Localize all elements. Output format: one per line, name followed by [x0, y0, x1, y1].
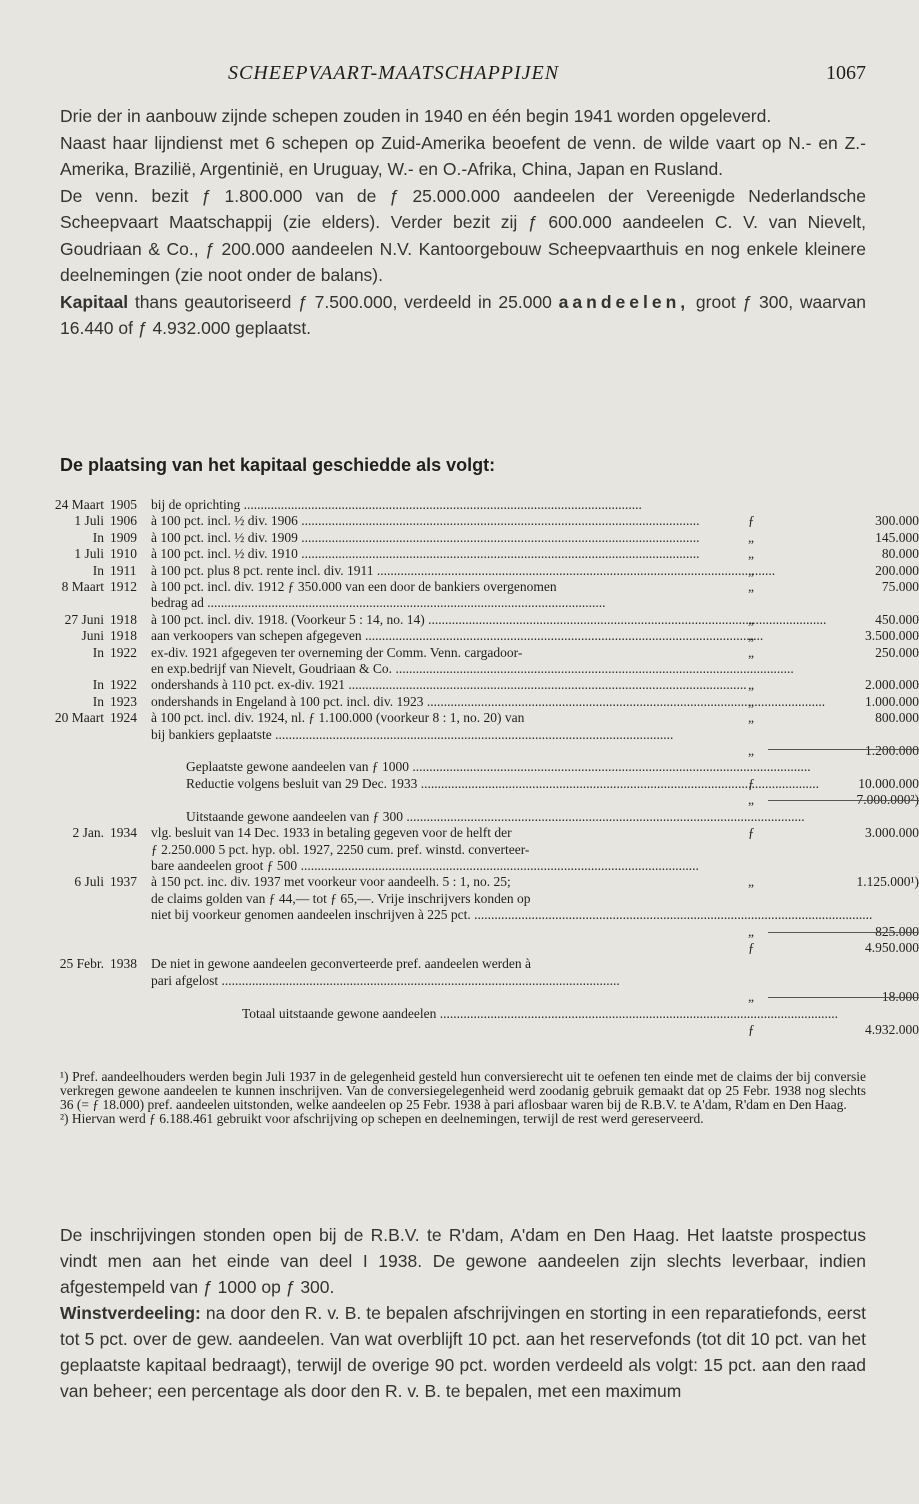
- row-amount: 75.000: [881, 579, 919, 595]
- table-row: [26, 645, 919, 661]
- footnote: ¹) Pref. aandeelhouders werden begin Juli 1937 in de gelegenheid gesteld hun conversierecht uit te oefenen ten einde met de claims der bij conversie verkregen gewone aandeelen te kunnen inschrijven. Van de conversiegelegenheid werd zoodanig gebruik gemaakt dat op 25 Febr. 1938 nog slechts 36 (= ƒ 18.000) pref. aandeelen uitstonden, welke aandeelen op 25 Febr. 1938 à pari aflosbaar waren bij de R.B.V. te A'dam, R'dam en Den Haag.: [60, 1069, 866, 1112]
- profit-text: na door den R. v. B. te bepalen afschrijvingen en storting in een reparatiefonds, eerst tot 5 pct. over de gew. aandeelen. Van wat overblijft 10 pct. aan het reservefonds (tot dit 10 pct. van het geplaatste kapitaal bedraagt), terwijl de overige 90 pct. worden verdeeld als volgt: 15 pct. aan den raad van beheer; een percentage als door den R. v. B. te bepalen, met een maximum: [60, 1303, 866, 1401]
- row-currency: ƒ: [748, 513, 755, 529]
- capital-spaced-word: aandeelen,: [558, 291, 690, 312]
- paragraph: Drie der in aanbouw zijnde schepen zouden in 1940 en één begin 1941 worden opgeleverd.: [60, 106, 772, 126]
- row-date: Juni: [81, 628, 104, 644]
- row-desc-cont: de claims golden van ƒ 44,— tot ƒ 65,—. Vrije inschrijvers konden op: [151, 890, 531, 906]
- row-desc: à 100 pct. plus 8 pct. rente incl. div. 1911 .....: [151, 563, 743, 579]
- row-desc-cont: bij bankiers geplaatste .....: [151, 727, 743, 743]
- row-currency: ƒ: [748, 939, 755, 955]
- row-year: 1905: [110, 497, 137, 512]
- row-amount: 4.950.000: [865, 939, 919, 955]
- footnote: ²) Hiervan werd ƒ 6.188.461 gebruikt voor afschrijving op schepen en deelnemingen, terwijl de rest werd gereserveerd.: [60, 1111, 704, 1126]
- sum-rule: [768, 749, 919, 750]
- section-heading: De plaatsing van het kapitaal geschiedde als volgt:: [60, 455, 496, 475]
- row-year: 1924: [110, 710, 137, 726]
- row-currency: „: [748, 546, 754, 562]
- row-date: In: [92, 677, 104, 693]
- table-row: [26, 874, 919, 890]
- row-year: 1912: [110, 579, 137, 595]
- row-date: 20 Maart: [54, 710, 104, 726]
- row-desc: ex-div. 1921 afgegeven ter overneming der Comm. Venn. cargadoor-: [151, 644, 523, 660]
- row-desc: aan verkoopers van schepen afgegeven .....: [151, 628, 743, 644]
- table-row: [26, 891, 919, 907]
- row-desc-cont: pari afgelost .....: [151, 973, 743, 989]
- row-desc-cont: en exp.bedrijf van Nievelt, Goudriaan & Co. .....: [151, 661, 743, 677]
- capital-label: Kapitaal: [60, 291, 129, 312]
- sum-rule: [768, 932, 919, 933]
- row-desc: bij de oprichting .....: [151, 497, 743, 513]
- row-currency: „: [748, 611, 754, 627]
- subtotal-row: [26, 775, 919, 808]
- row-amount: 450.000: [875, 611, 919, 627]
- page-number: 1067: [826, 62, 866, 84]
- profit-paragraph: [60, 1300, 866, 1404]
- row-date: 1 Juli: [74, 513, 104, 529]
- row-currency: „: [748, 874, 754, 890]
- paragraph: De inschrijvingen stonden open bij de R.B.V. te R'dam, A'dam en Den Haag. Het laatste prospectus vindt men aan het einde van deel I 1938. De gewone aandeelen zijn slechts leverbaar, indien afgestempeld van ƒ 1000 op ƒ 300.: [60, 1225, 866, 1297]
- sum-rule: [768, 997, 919, 998]
- row-currency: „: [748, 579, 754, 595]
- row-year: 1911: [110, 562, 137, 578]
- row-currency: „: [748, 562, 754, 578]
- row-desc-cont: niet bij voorkeur genomen aandeelen inschrijven à 225 pct. .....: [151, 907, 743, 923]
- row-currency: „: [748, 677, 754, 693]
- row-desc: Uitstaande gewone aandeelen van ƒ 300 .....: [186, 809, 743, 825]
- spacer: [26, 989, 919, 1005]
- row-currency: „: [748, 792, 754, 808]
- row-currency: „: [748, 923, 754, 939]
- row-desc: à 100 pct. incl. div. 1924, nl. ƒ 1.100.000 (voorkeur 8 : 1, no. 20) van: [151, 710, 525, 726]
- sum-rule: [768, 800, 919, 801]
- row-year: 1938: [110, 956, 137, 972]
- row-desc: Geplaatste gewone aandeelen van ƒ 1000 .....: [186, 759, 743, 775]
- row-desc: ondershands in Engeland à 100 pct. incl. div. 1923 .....: [151, 694, 743, 710]
- spacer: [26, 924, 919, 940]
- row-currency: ƒ: [748, 1021, 755, 1037]
- row-year: 1923: [110, 693, 137, 709]
- row-date: In: [92, 693, 104, 709]
- row-amount: 4.932.000: [865, 1021, 919, 1037]
- paragraph: Naast haar lijndienst met 6 schepen op Zuid-Amerika beoefent de venn. de wilde vaart op N.- en Z.-Amerika, Brazilië, Argentinië, en Uruguay, W.- en O.-Afrika, China, Japan en Rusland.: [60, 132, 866, 179]
- spacer: [26, 792, 919, 808]
- total-row: [26, 1005, 919, 1037]
- profit-label: Winstverdeeling:: [60, 1303, 201, 1323]
- capital-text: groot ƒ 300, waarvan 16.440 of ƒ 4.932.000 geplaatst.: [60, 291, 866, 338]
- row-amount: 250.000: [875, 644, 919, 660]
- row-desc: Reductie volgens besluit van 29 Dec. 1933 .....: [186, 776, 743, 792]
- row-year: 1937: [110, 874, 137, 890]
- row-currency: ƒ: [748, 775, 755, 791]
- row-amount: 80.000: [881, 546, 919, 562]
- table-row: [26, 956, 919, 972]
- table-row: [26, 726, 919, 759]
- row-desc: ondershands à 110 pct. ex-div. 1921 .....: [151, 677, 743, 693]
- row-desc: à 100 pct. incl. ½ div. 1910 .....: [151, 546, 743, 562]
- row-year: 1918: [110, 611, 137, 627]
- table-row: [26, 710, 919, 726]
- row-desc: à 100 pct. incl. ½ div. 1906 .....: [151, 513, 743, 529]
- row-desc-cont: bedrag ad .....: [151, 595, 743, 611]
- row-amount: 10.000.000: [858, 775, 919, 791]
- capital-text: thans geautoriseerd ƒ 7.500.000, verdeeld in 25.000: [128, 291, 559, 312]
- intro-text: [60, 103, 866, 342]
- running-header: [60, 62, 866, 88]
- row-currency: „: [748, 743, 754, 759]
- row-year: 1922: [110, 677, 137, 693]
- paragraph: De venn. bezit ƒ 1.800.000 van de ƒ 25.000.000 aandeelen der Vereenigde Nederlandsche Scheepvaart Maatschappij (zie elders). Verder bezit zij ƒ 600.000 aandeelen C. V. van Nievelt, Goudriaan & Co., ƒ 200.000 aandeelen N.V. Kantoorgebouw Scheepvaarthuis en nog enkele kleinere deelnemingen (zie noot onder de balans).: [60, 185, 866, 285]
- row-desc: vlg. besluit van 14 Dec. 1933 in betaling gegeven voor de helft der: [151, 825, 512, 841]
- header-title: SCHEEPVAART-MAATSCHAPPIJEN: [228, 62, 560, 84]
- row-desc: à 100 pct. incl. div. 1918. (Voorkeur 5 : 14, no. 14) .....: [151, 612, 743, 628]
- row-desc: De niet in gewone aandeelen geconverteerde pref. aandeelen werden à: [151, 956, 532, 972]
- row-date: In: [92, 562, 104, 578]
- row-amount: 3.000.000: [865, 825, 919, 841]
- row-amount: 2.000.000: [865, 677, 919, 693]
- row-amount: 145.000: [875, 529, 919, 545]
- row-amount: 18.000: [881, 989, 919, 1005]
- row-date: In: [92, 529, 104, 545]
- closing-text: [60, 1222, 866, 1404]
- row-date: 24 Maart: [54, 497, 104, 512]
- row-currency: ƒ: [748, 825, 755, 841]
- row-currency: „: [748, 693, 754, 709]
- row-year: 1906: [110, 513, 137, 529]
- row-year: 1934: [110, 825, 137, 841]
- table-row: [26, 842, 919, 858]
- row-desc-cont: bare aandeelen groot ƒ 500 .....: [151, 858, 743, 874]
- capital-paragraph: [60, 289, 866, 342]
- row-year: 1909: [110, 529, 137, 545]
- row-amount: 1.125.000¹): [856, 874, 919, 890]
- table-row: [26, 907, 919, 939]
- row-currency: „: [748, 529, 754, 545]
- row-desc: à 150 pct. inc. div. 1937 met voorkeur voor aandeelh. 5 : 1, no. 25;: [151, 874, 511, 890]
- row-desc: à 100 pct. incl. ½ div. 1909 .....: [151, 530, 743, 546]
- row-desc: à 100 pct. incl. div. 1912 ƒ 350.000 van een door de bankiers overgenomen: [151, 579, 557, 595]
- row-amount: 200.000: [875, 562, 919, 578]
- row-date: In: [92, 644, 104, 660]
- row-desc-cont: ƒ 2.250.000 5 pct. hyp. obl. 1927, 2250 cum. pref. winstd. converteer-: [151, 841, 530, 857]
- row-date: 6 Juli: [74, 874, 104, 890]
- row-desc: Totaal uitstaande gewone aandeelen .....: [242, 1006, 743, 1022]
- capital-table: [26, 497, 919, 1037]
- row-date: 2 Jan.: [72, 825, 104, 841]
- row-amount: 1.200.000: [865, 743, 919, 759]
- row-amount: 825.000: [875, 923, 919, 939]
- row-date: 1 Juli: [74, 546, 104, 562]
- row-date: 8 Maart: [61, 579, 104, 595]
- row-year: 1918: [110, 628, 137, 644]
- row-date: 25 Febr.: [59, 956, 104, 972]
- footnotes: [60, 1070, 866, 1126]
- row-amount: 800.000: [875, 710, 919, 726]
- row-year: 1910: [110, 546, 137, 562]
- row-currency: „: [748, 989, 754, 1005]
- row-amount: 300.000: [875, 513, 919, 529]
- table-row: [26, 579, 919, 595]
- table-row: [26, 825, 919, 841]
- spacer: [26, 743, 919, 759]
- row-currency: „: [748, 644, 754, 660]
- table-row: [26, 972, 919, 1005]
- row-amount: 3.500.000: [865, 628, 919, 644]
- row-date: 27 Juni: [64, 611, 104, 627]
- row-amount: 7.000.000²): [856, 792, 919, 808]
- row-currency: „: [748, 710, 754, 726]
- row-amount: 1.000.000: [865, 693, 919, 709]
- row-currency: „: [748, 628, 754, 644]
- row-year: 1922: [110, 644, 137, 660]
- subtotal-row: [26, 940, 919, 956]
